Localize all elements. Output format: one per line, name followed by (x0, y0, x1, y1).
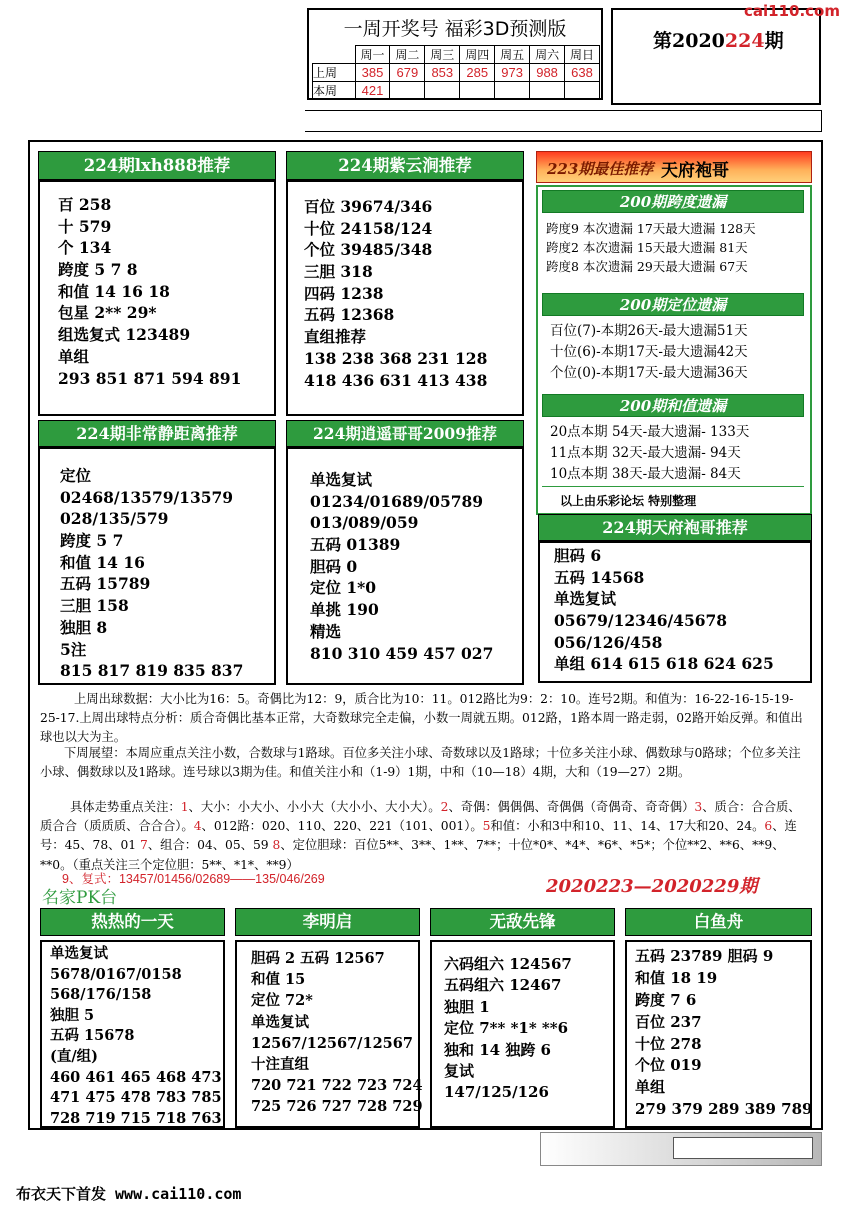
trend-number: 7 (140, 838, 148, 853)
trend-number: 6 (764, 819, 773, 834)
panel-title-lxh888: 224期lxh888推荐 (38, 151, 276, 180)
draw-value: 285 (460, 64, 495, 82)
draw-value: 973 (495, 64, 530, 82)
lxh888-lines: 百 258 十 579 个 134 跨度 5 7 8 和值 14 16 18 包星 2** 29* 组选复式 123489 单组 293 851 871 594 891 (58, 195, 242, 388)
panel-lxh888 (38, 180, 276, 416)
hezhi-title: 200期和值遗漏 (542, 394, 804, 417)
weekly-draw-table (312, 45, 600, 100)
footer-text: 布衣天下首发 www.cai110.com (16, 1185, 242, 1203)
draw-value: 421 (355, 82, 390, 100)
pk-title-2: 无敌先锋 (430, 908, 615, 936)
panel-title-jingjuli: 224期非常静距离推荐 (38, 420, 276, 447)
day-1: 周一 (355, 46, 390, 64)
pk-lines-1: 胆码 2 五码 12567 和值 15 定位 72* 单选复试 12567/12567/12567 十注直组 720 721 722 723 724 725 726 727 728 729 (251, 950, 423, 1116)
day-4: 周四 (460, 46, 495, 64)
trend-number: 3 (694, 800, 703, 814)
trend-number: 4 (193, 819, 202, 834)
panel-ziyunjian (286, 180, 524, 416)
trend-text: 和值：小和3中和10、11、14、17大和20、24。 (490, 819, 765, 834)
trend-text: 、质合：合合质、质合合（质质质、合合合）。 (40, 800, 801, 834)
trend-text: 、大小：小大小、小小大（大小小、大小大）。 (188, 800, 441, 814)
draw-value: 638 (565, 64, 600, 82)
trend-text: 、奇偶：偶偶偶、奇偶偶（奇偶奇、奇奇偶） (448, 800, 695, 814)
trend-text: 具体走势重点关注： (70, 800, 181, 814)
draw-value (460, 82, 495, 100)
dingwei-title: 200期定位遗漏 (542, 293, 804, 316)
pk-panel-0 (40, 940, 225, 1128)
pk-title-1: 李明启 (235, 908, 420, 936)
hezhi-divider (542, 486, 804, 487)
best-recommend-name: 天府袍哥 (661, 161, 729, 181)
draw-value: 385 (355, 64, 390, 82)
header-title: 一周开奖号 福彩3D预测版 (343, 18, 567, 40)
trend-text: 、012路：020、110、220、221（101、001）。 (201, 819, 483, 834)
draw-value: 853 (425, 64, 460, 82)
draw-value: 988 (530, 64, 565, 82)
draw-value (530, 82, 565, 100)
pk-lines-0: 单选复试 5678/0167/0158 568/176/158 独胆 5 五码 15678 (直/组) 460 461 465 468 473 471 475 478 783 785 728 719 715 718 763 (50, 945, 222, 1127)
pk-lines-2: 六码组六 124567 五码组六 12467 独胆 1 定位 7** *1* **6 独和 14 独跨 6 复试 147/125/126 (444, 955, 572, 1102)
hezhi-note: 以上由乐彩论坛 特别整理 (560, 494, 697, 508)
row-label: 本周 (313, 82, 356, 100)
kuadu-title: 200期跨度遗漏 (542, 190, 804, 213)
header-box (307, 8, 603, 100)
pk-title-0: 热热的一天 (40, 908, 225, 936)
day-7: 周日 (565, 46, 600, 64)
period-label: 第2020224期 (653, 30, 784, 52)
pk-panel-2 (430, 940, 615, 1128)
pk-panel-1 (235, 940, 423, 1128)
panel-tianfu (538, 541, 812, 683)
pk-panel-3 (625, 940, 812, 1128)
panel-title-ziyunjian: 224期紫云涧推荐 (286, 151, 524, 180)
ziyunjian-lines: 百位 39674/346 十位 24158/124 个位 39485/348 三胆 318 四码 1238 五码 12368 直组推荐 138 238 368 231 128 418 436 631 413 438 (304, 197, 488, 390)
day-3: 周三 (425, 46, 460, 64)
tianfu-lines: 胆码 6 五码 14568 单选复试 05679/12346/45678 056/126/458 单组 614 615 618 624 625 (554, 546, 774, 674)
draw-value (425, 82, 460, 100)
day-6: 周六 (530, 46, 565, 64)
period-box (611, 8, 821, 105)
draw-value: 679 (390, 64, 425, 82)
xiaoyao-lines: 单选复试 01234/01689/05789 013/089/059 五码 01389 胆码 0 定位 1*0 单挑 190 精选 810 310 459 457 027 (310, 470, 494, 663)
analysis-compound: 9、复式：13457/01456/02689——135/046/269 (62, 872, 325, 886)
trend-number: 8 (272, 838, 281, 853)
panel-title-tianfu: 224期天府袍哥推荐 (538, 514, 812, 541)
trend-text: 、连号：45、78、01 (40, 819, 797, 853)
analysis-next-week: 下周展望：本周应重点关注小数，合数球与1路球。百位多关注小球、奇数球以及1路球；十位多关注小球、偶数球与0路球；个位多关注小球、偶数球以及1路球。连号球以3期为佳。和值关注小和（1-9）1期，中和（10—18）4期，大和（19—27）2期。 (40, 746, 801, 780)
analysis-trend (40, 798, 805, 875)
best-recommend-label: 223期最佳推荐 (547, 160, 654, 178)
row-label: 上周 (313, 64, 356, 82)
panel-title-xiaoyao: 224期逍遥哥哥2009推荐 (286, 420, 524, 447)
pk-title-3: 白鱼舟 (625, 908, 812, 936)
day-5: 周五 (495, 46, 530, 64)
panel-xiaoyao (286, 447, 524, 685)
pk-title: 名家PK台 (42, 888, 118, 908)
trend-number: 2 (440, 800, 449, 814)
draw-value (495, 82, 530, 100)
jingjuli-lines: 定位 02468/13579/13579 028/135/579 跨度 5 7 和值 14 16 五码 15789 三胆 158 独胆 8 5注 815 817 819 835 837 (60, 466, 244, 681)
trend-text: 、组合：04、05、59 (147, 838, 273, 853)
analysis-last-week: 上周出球数据：大小比为16：5。奇偶比为12：9，质合比为10：11。012路比为9：2：10。连号2期。和值为：16-22-16-15-19-25-17.上周出球特点分析：质合奇偶比基本正常，大奇数球完全走偏，小数一周就五期。012路，1路本周一路走弱，02路开始反弹。和值出球也以大为主。 (40, 692, 803, 745)
panel-jingjuli (38, 447, 276, 685)
site-logo: cai110.com (744, 2, 840, 20)
bottom-bar-inset (673, 1137, 813, 1159)
trend-number: 1 (180, 800, 189, 814)
date-range: 2020223—2020229期 (546, 876, 758, 897)
hezhi-lines: 20点本期 54天-最大遗漏- 133天 11点本期 32天-最大遗漏- 94天 10点本期 38天-最大遗漏- 84天 (550, 424, 750, 482)
day-2: 周二 (390, 46, 425, 64)
pk-lines-3: 五码 23789 胆码 9 和值 18 19 跨度 7 6 百位 237 十位 278 个位 019 单组 279 379 289 389 789 (635, 947, 813, 1119)
trend-number: 5 (482, 819, 491, 834)
best-recommend-banner (536, 151, 812, 183)
dingwei-lines: 百位(7)-本期26天-最大遗漏51天 十位(6)-本期17天-最大遗漏42天 个位(0)-本期17天-最大遗漏36天 (550, 323, 748, 381)
bottom-gradient-bar (540, 1132, 822, 1166)
trend-text: 、定位胆球：百位5**、3**、1**、7**；十位*0*、*4*、*6*、*5*；个位**2、**6、**9、**0。（重点关注三个定位胆：5**、*1*、**9） (40, 838, 785, 872)
kuadu-lines: 跨度9 本次遗漏 17天最大遗漏 128天 跨度2 本次遗漏 15天最大遗漏 81天 跨度8 本次遗漏 29天最大遗漏 67天 (546, 221, 756, 274)
draw-value (390, 82, 425, 100)
draw-value (565, 82, 600, 100)
header-divider (305, 110, 822, 132)
